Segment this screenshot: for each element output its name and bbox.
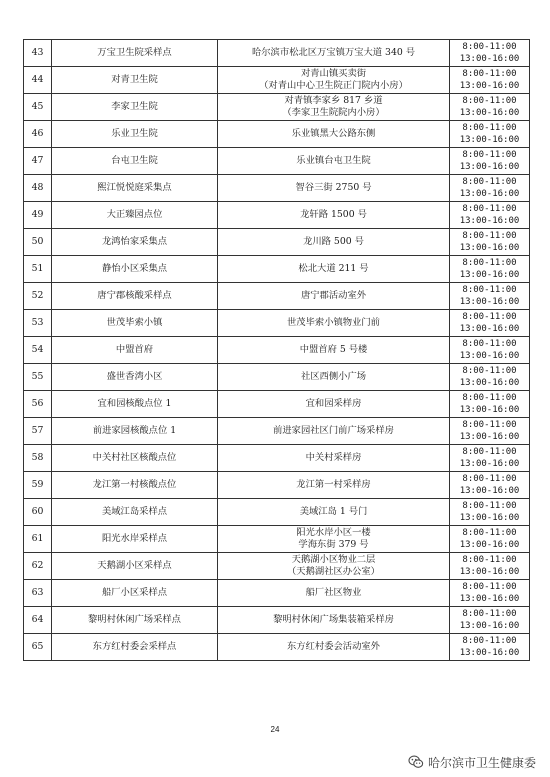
site-name: 龙江第一村核酸点位: [52, 472, 218, 499]
address-line: 对青山镇买卖街: [300, 68, 367, 79]
hours-line: 13:00-16:00: [459, 81, 520, 91]
service-hours: [450, 634, 530, 661]
row-number: 56: [24, 391, 52, 418]
address-line: （对青山中心卫生院正门院内小房）: [259, 80, 408, 91]
site-address: [218, 364, 450, 391]
service-hours: [450, 202, 530, 229]
wechat-icon: [408, 754, 424, 770]
table-row: [24, 256, 530, 283]
address-line: 学海东街 379 号: [298, 539, 369, 550]
site-address: [218, 121, 450, 148]
address-line: 阳光水岸小区一楼: [296, 527, 371, 538]
hours-line: 13:00-16:00: [459, 108, 520, 118]
hours-line: 8:00-11:00: [462, 366, 517, 376]
hours-line: 8:00-11:00: [462, 636, 517, 646]
row-number: 48: [24, 175, 52, 202]
site-name: 黎明村休闲广场采样点: [52, 607, 218, 634]
service-hours: [450, 580, 530, 607]
row-number: 50: [24, 229, 52, 256]
site-address: [218, 472, 450, 499]
site-name: 美域江岛采样点: [52, 499, 218, 526]
row-number: 53: [24, 310, 52, 337]
table-row: [24, 445, 530, 472]
row-number: 57: [24, 418, 52, 445]
service-hours: [450, 526, 530, 553]
site-name: 前进家园核酸点位 1: [52, 418, 218, 445]
site-address: [218, 94, 450, 121]
site-name: 大正臻园点位: [52, 202, 218, 229]
page-number: 24: [270, 725, 280, 734]
site-address: [218, 40, 450, 67]
site-address: [218, 148, 450, 175]
row-number: 65: [24, 634, 52, 661]
hours-line: 13:00-16:00: [459, 216, 520, 226]
address-line: 松北大道 211 号: [298, 263, 369, 274]
address-line: 中关村采样房: [305, 452, 362, 463]
site-name: 世茂毕索小镇: [52, 310, 218, 337]
hours-line: 8:00-11:00: [462, 582, 517, 592]
site-address: [218, 229, 450, 256]
service-hours: [450, 310, 530, 337]
table-body: [24, 40, 530, 661]
row-number: 58: [24, 445, 52, 472]
site-name: 天鹅湖小区采样点: [52, 553, 218, 580]
watermark: [408, 752, 536, 772]
hours-line: 8:00-11:00: [462, 528, 517, 538]
row-number: 47: [24, 148, 52, 175]
site-name: 静怡小区采集点: [52, 256, 218, 283]
table-row: [24, 418, 530, 445]
site-address: [218, 526, 450, 553]
hours-line: 8:00-11:00: [462, 312, 517, 322]
site-name: 对青卫生院: [52, 67, 218, 94]
site-address: [218, 580, 450, 607]
table-row: [24, 364, 530, 391]
service-hours: [450, 256, 530, 283]
service-hours: [450, 67, 530, 94]
site-name: 船厂小区采样点: [52, 580, 218, 607]
hours-line: 13:00-16:00: [459, 162, 520, 172]
site-name: 东方红村委会采样点: [52, 634, 218, 661]
hours-line: 8:00-11:00: [462, 609, 517, 619]
address-line: 东方红村委会活动室外: [287, 641, 380, 652]
row-number: 55: [24, 364, 52, 391]
address-line: 船厂社区物业: [305, 587, 362, 598]
hours-line: 13:00-16:00: [459, 648, 520, 658]
row-number: 62: [24, 553, 52, 580]
service-hours: [450, 148, 530, 175]
hours-line: 8:00-11:00: [462, 555, 517, 565]
site-address: [218, 256, 450, 283]
address-line: （李家卫生院院内小房）: [282, 107, 385, 118]
site-name: 乐业卫生院: [52, 121, 218, 148]
address-line: 龙江第一村采样房: [296, 479, 371, 490]
hours-line: 13:00-16:00: [459, 324, 520, 334]
hours-line: 8:00-11:00: [462, 123, 517, 133]
site-address: [218, 634, 450, 661]
site-address: [218, 418, 450, 445]
hours-line: 8:00-11:00: [462, 447, 517, 457]
table-row: [24, 67, 530, 94]
address-line: 美域江岛 1 号门: [299, 506, 368, 517]
site-name: 龙鸿怡家采集点: [52, 229, 218, 256]
site-name: 宜和园核酸点位 1: [52, 391, 218, 418]
hours-line: 8:00-11:00: [462, 42, 517, 52]
address-line: 智谷三街 2750 号: [295, 182, 372, 193]
table-row: [24, 499, 530, 526]
site-address: [218, 202, 450, 229]
service-hours: [450, 229, 530, 256]
row-number: 52: [24, 283, 52, 310]
table-row: [24, 607, 530, 634]
service-hours: [450, 418, 530, 445]
address-line: 中盟首府 5 号楼: [299, 344, 368, 355]
table-row: [24, 40, 530, 67]
sampling-sites-table: [23, 39, 530, 661]
site-address: [218, 310, 450, 337]
table-row: [24, 337, 530, 364]
service-hours: [450, 337, 530, 364]
address-line: 乐业镇台屯卫生院: [296, 155, 371, 166]
site-address: [218, 337, 450, 364]
hours-line: 8:00-11:00: [462, 501, 517, 511]
hours-line: 13:00-16:00: [459, 513, 520, 523]
site-address: [218, 283, 450, 310]
row-number: 46: [24, 121, 52, 148]
service-hours: [450, 607, 530, 634]
hours-line: 13:00-16:00: [459, 594, 520, 604]
site-name: 中关村社区核酸点位: [52, 445, 218, 472]
address-line: 哈尔滨市松北区万宝镇万宝大道 340 号: [251, 47, 416, 58]
site-address: [218, 499, 450, 526]
address-line: （天鹅湖社区办公室）: [287, 566, 380, 577]
table-row: [24, 94, 530, 121]
hours-line: 13:00-16:00: [459, 540, 520, 550]
address-line: 社区西侧小广场: [300, 371, 367, 382]
service-hours: [450, 364, 530, 391]
row-number: 63: [24, 580, 52, 607]
site-address: [218, 67, 450, 94]
hours-line: 8:00-11:00: [462, 420, 517, 430]
table-row: [24, 472, 530, 499]
service-hours: [450, 121, 530, 148]
address-line: 乐业镇黑大公路东侧: [291, 128, 376, 139]
hours-line: 13:00-16:00: [459, 486, 520, 496]
hours-line: 13:00-16:00: [459, 432, 520, 442]
service-hours: [450, 283, 530, 310]
service-hours: [450, 553, 530, 580]
service-hours: [450, 40, 530, 67]
address-line: 天鹅湖小区物业二层: [291, 554, 376, 565]
hours-line: 13:00-16:00: [459, 270, 520, 280]
hours-line: 8:00-11:00: [462, 285, 517, 295]
hours-line: 13:00-16:00: [459, 243, 520, 253]
table-row: [24, 175, 530, 202]
table-row: [24, 634, 530, 661]
hours-line: 8:00-11:00: [462, 231, 517, 241]
row-number: 45: [24, 94, 52, 121]
address-line: 唐宁郡活动室外: [300, 290, 367, 301]
service-hours: [450, 391, 530, 418]
hours-line: 8:00-11:00: [462, 96, 517, 106]
service-hours: [450, 445, 530, 472]
hours-line: 13:00-16:00: [459, 189, 520, 199]
row-number: 59: [24, 472, 52, 499]
table-row: [24, 229, 530, 256]
site-address: [218, 607, 450, 634]
address-line: 世茂毕索小镇物业门前: [287, 317, 380, 328]
table-row: [24, 283, 530, 310]
table-row: [24, 526, 530, 553]
address-line: 宜和园采样房: [305, 398, 362, 409]
hours-line: 13:00-16:00: [459, 567, 520, 577]
address-line: 黎明村休闲广场集装箱采样房: [273, 614, 394, 625]
hours-line: 13:00-16:00: [459, 297, 520, 307]
hours-line: 13:00-16:00: [459, 54, 520, 64]
hours-line: 8:00-11:00: [462, 339, 517, 349]
row-number: 64: [24, 607, 52, 634]
row-number: 51: [24, 256, 52, 283]
address-line: 对青镇李家乡 817 乡道: [284, 95, 383, 106]
hours-line: 13:00-16:00: [459, 135, 520, 145]
hours-line: 8:00-11:00: [462, 258, 517, 268]
hours-line: 13:00-16:00: [459, 405, 520, 415]
site-name: 中盟首府: [52, 337, 218, 364]
table-row: [24, 553, 530, 580]
hours-line: 13:00-16:00: [459, 459, 520, 469]
service-hours: [450, 472, 530, 499]
row-number: 49: [24, 202, 52, 229]
row-number: 54: [24, 337, 52, 364]
site-name: 盛世香湾小区: [52, 364, 218, 391]
watermark-text: 哈尔滨市卫生健康委: [427, 755, 536, 770]
row-number: 43: [24, 40, 52, 67]
hours-line: 8:00-11:00: [462, 204, 517, 214]
row-number: 44: [24, 67, 52, 94]
table-row: [24, 202, 530, 229]
hours-line: 8:00-11:00: [462, 474, 517, 484]
address-line: 前进家园社区门前广场采样房: [273, 425, 394, 436]
site-name: 万宝卫生院采样点: [52, 40, 218, 67]
table-row: [24, 310, 530, 337]
site-address: [218, 553, 450, 580]
hours-line: 13:00-16:00: [459, 378, 520, 388]
table-row: [24, 121, 530, 148]
service-hours: [450, 499, 530, 526]
site-name: 熙江悦悦庭采集点: [52, 175, 218, 202]
hours-line: 8:00-11:00: [462, 150, 517, 160]
row-number: 60: [24, 499, 52, 526]
address-line: 龙川路 500 号: [303, 236, 364, 247]
site-address: [218, 391, 450, 418]
address-line: 龙轩路 1500 号: [300, 209, 367, 220]
site-name: 台屯卫生院: [52, 148, 218, 175]
table-row: [24, 391, 530, 418]
site-address: [218, 445, 450, 472]
table-row: [24, 148, 530, 175]
hours-line: 8:00-11:00: [462, 393, 517, 403]
row-number: 61: [24, 526, 52, 553]
site-address: [218, 175, 450, 202]
service-hours: [450, 175, 530, 202]
hours-line: 13:00-16:00: [459, 351, 520, 361]
table-row: [24, 580, 530, 607]
site-name: 唐宁郡核酸采样点: [52, 283, 218, 310]
site-name: 李家卫生院: [52, 94, 218, 121]
hours-line: 8:00-11:00: [462, 69, 517, 79]
hours-line: 8:00-11:00: [462, 177, 517, 187]
service-hours: [450, 94, 530, 121]
site-name: 阳光水岸采样点: [52, 526, 218, 553]
hours-line: 13:00-16:00: [459, 621, 520, 631]
